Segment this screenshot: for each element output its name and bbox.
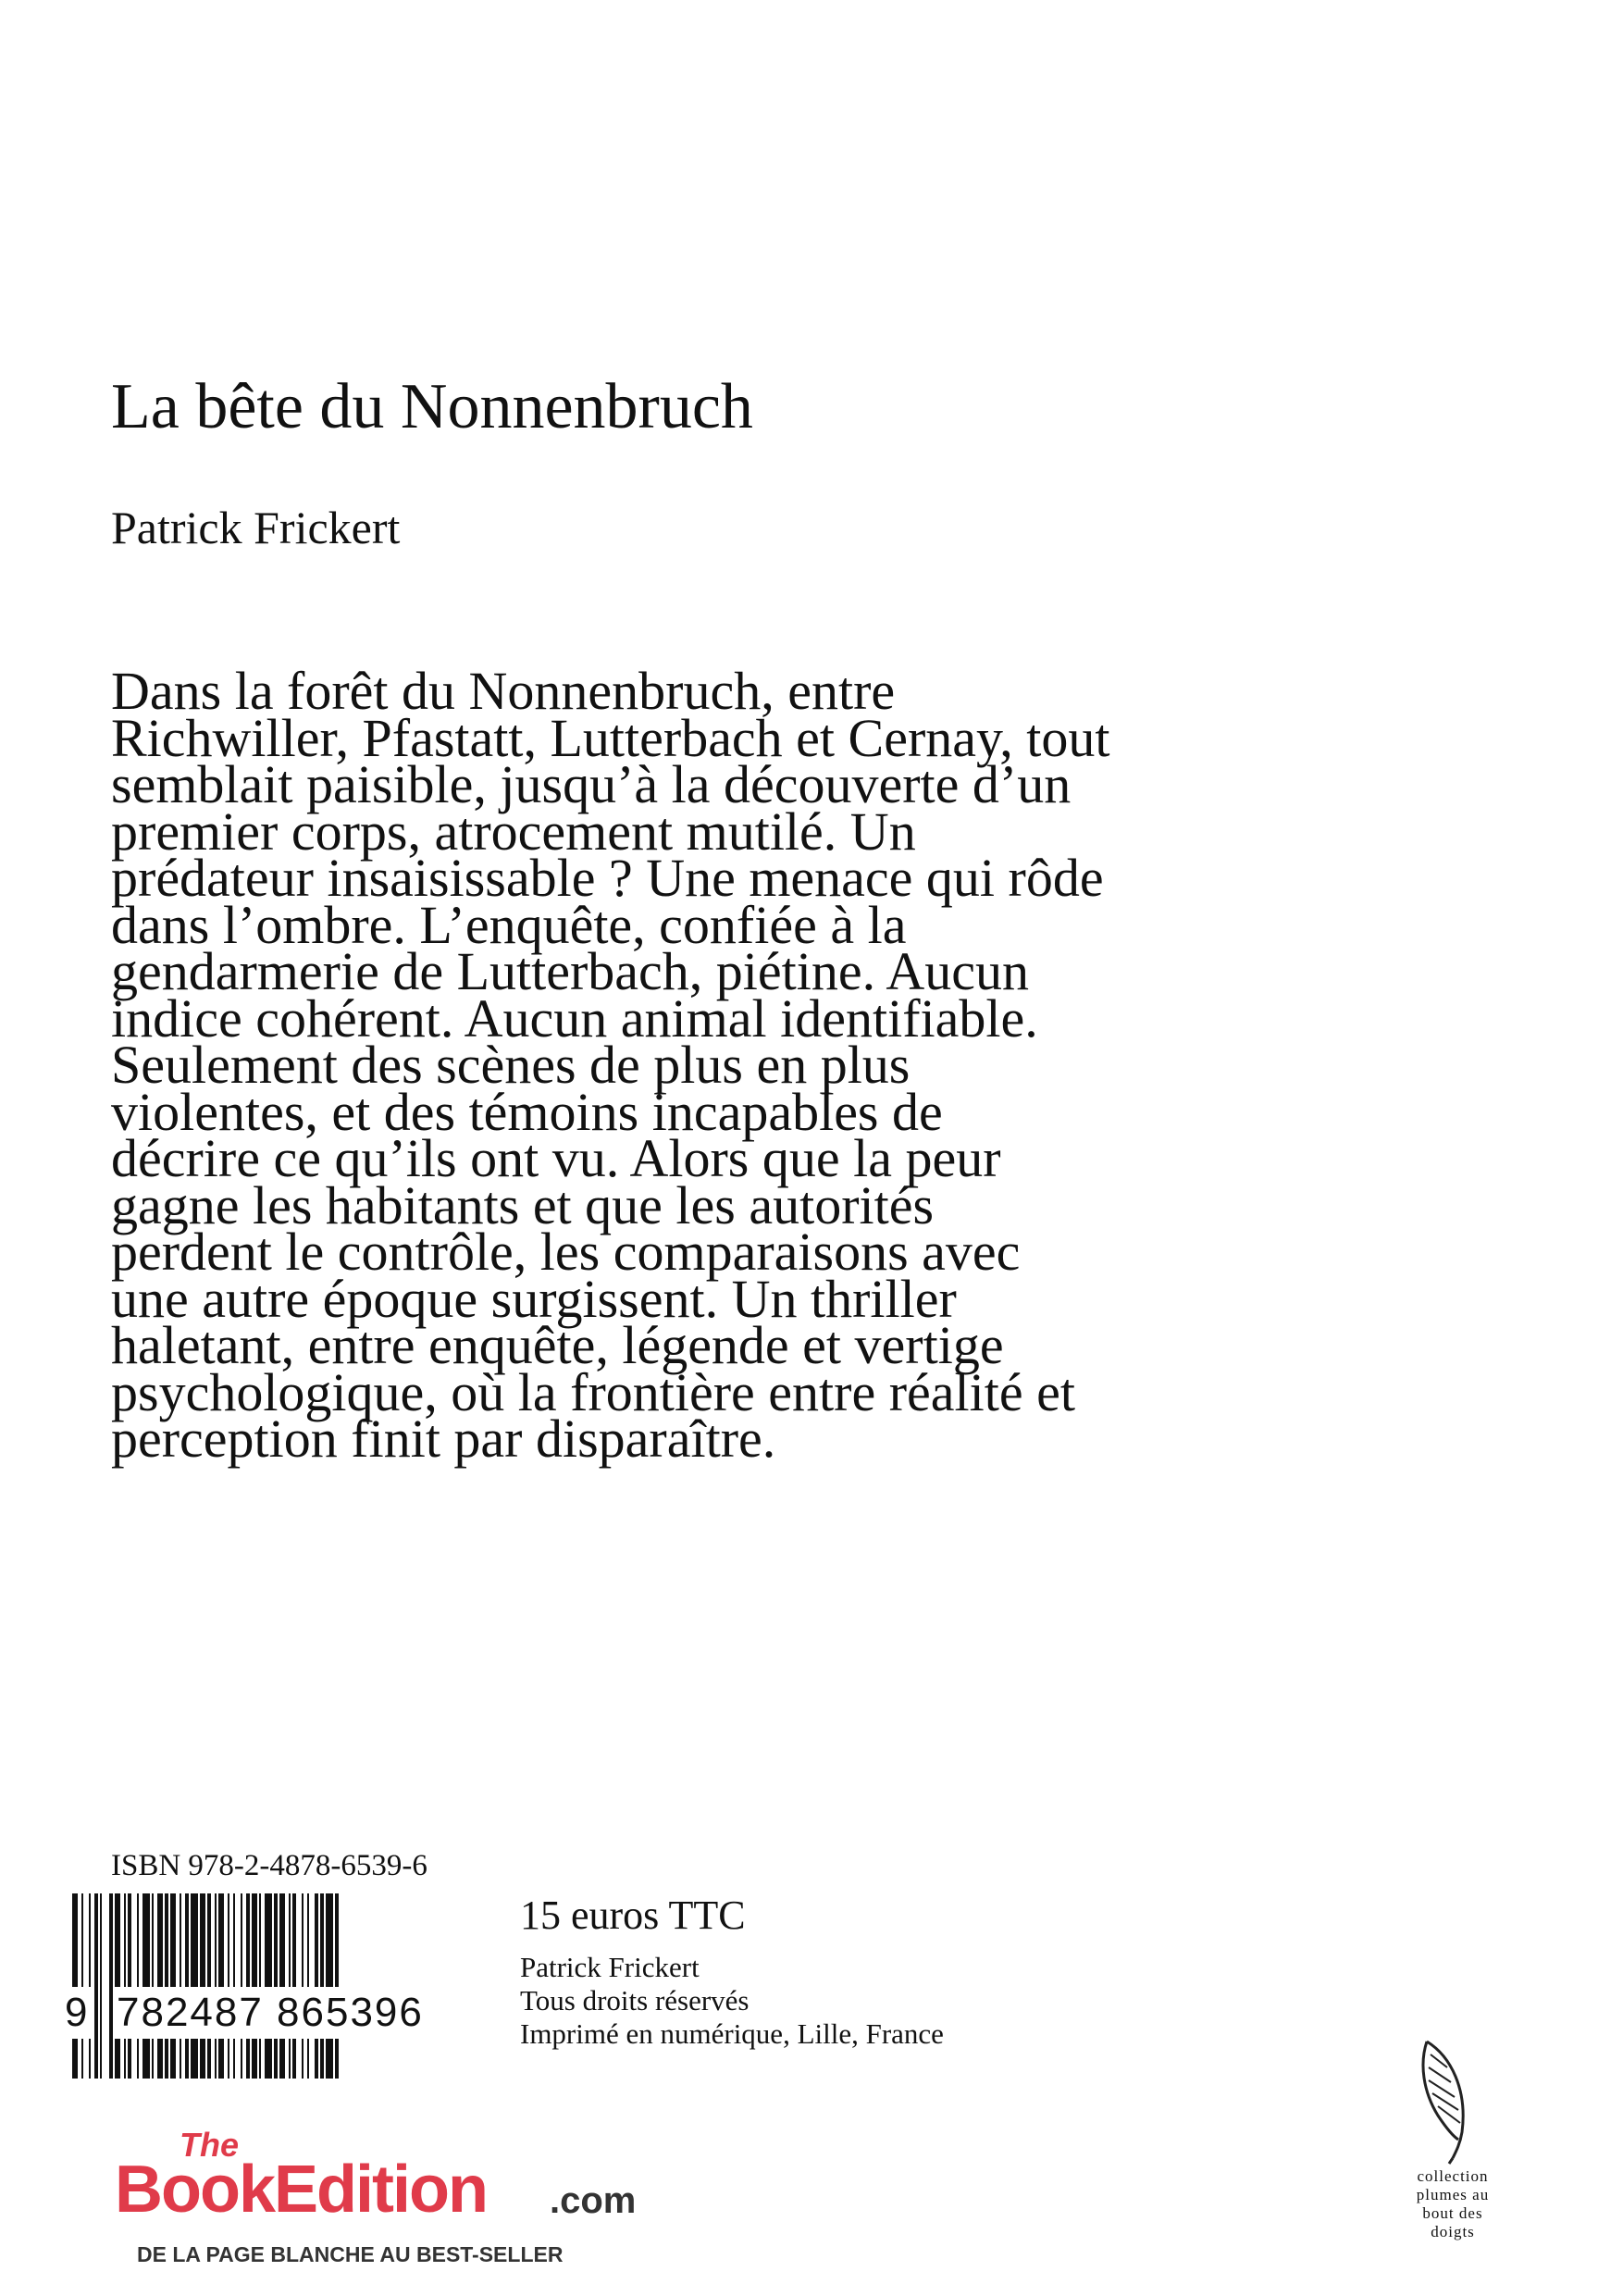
isbn-label: ISBN 978-2-4878-6539-6 <box>111 1849 427 1882</box>
blurb-line: gendarmerie de Lutterbach, piétine. Aucun <box>111 941 1030 1001</box>
blurb-line: psychologique, où la frontière entre réalité et <box>111 1361 1075 1422</box>
blurb-line: premier corps, atrocement mutilé. Un <box>111 800 916 862</box>
collection-line: doigts <box>1431 2223 1475 2240</box>
blurb-line: haletant, entre enquête, légende et vertige <box>111 1315 1004 1375</box>
imprint-printed: Imprimé en numérique, Lille, France <box>520 2017 944 2050</box>
feather-icon <box>1406 2036 1481 2166</box>
blurb-line: indice cohérent. Aucun animal identifiable. <box>111 987 1038 1049</box>
logo-tagline: DE LA PAGE BLANCHE AU BEST-SELLER <box>137 2242 564 2266</box>
blurb-line: une autre époque surgissent. Un thriller <box>111 1268 957 1329</box>
blurb-line: Richwiller, Pfastatt, Lutterbach et Cernay, tout <box>111 707 1110 768</box>
logo-name: BookEdition <box>115 2153 487 2227</box>
blurb-line: semblait paisible, jusqu’à la découverte d’un <box>111 754 1072 814</box>
collection-name <box>1388 2167 1518 2241</box>
blurb-line: dans l’ombre. L’enquête, confiée à la <box>111 894 907 955</box>
logo-domain: .com <box>550 2180 637 2221</box>
barcode-digit-groups: 782487 865396 <box>113 1987 427 2039</box>
blurb-line: gagne les habitants et que les autorités <box>111 1174 935 1235</box>
collection-mark <box>1388 2036 1518 2267</box>
blurb-line: Dans la forêt du Nonnenbruch, entre <box>111 661 896 721</box>
collection-line: bout des <box>1422 2204 1483 2222</box>
blurb-line: prédateur insaisissable ? Une menace qui rôde <box>111 848 1104 908</box>
blurb-line: violentes, et des témoins incapables de <box>111 1081 943 1142</box>
book-title: La bête du Nonnenbruch <box>111 371 753 442</box>
imprint-rights: Tous droits réservés <box>520 1984 750 2017</box>
barcode-first-digit: 9 <box>65 1987 93 2039</box>
back-cover-blurb <box>111 661 1240 1469</box>
blurb-line: perception finit par disparaître. <box>111 1409 776 1469</box>
imprint-author: Patrick Frickert <box>520 1951 700 1983</box>
book-author: Patrick Frickert <box>111 502 401 553</box>
blurb-line: décrire ce qu’ils ont vu. Alors que la peur <box>111 1128 1001 1188</box>
collection-line: collection <box>1417 2167 1489 2185</box>
blurb-line: perdent le contrôle, les comparaisons avec <box>111 1222 1021 1282</box>
blurb-line: Seulement des scènes de plus en plus <box>111 1035 911 1095</box>
barcode-digits <box>65 1987 459 2039</box>
bookedition-logo <box>115 2128 707 2286</box>
logo-the: The <box>180 2126 240 2164</box>
barcode <box>65 1893 459 2079</box>
collection-line: plumes au <box>1416 2186 1490 2203</box>
price: 15 euros TTC <box>520 1893 746 1938</box>
